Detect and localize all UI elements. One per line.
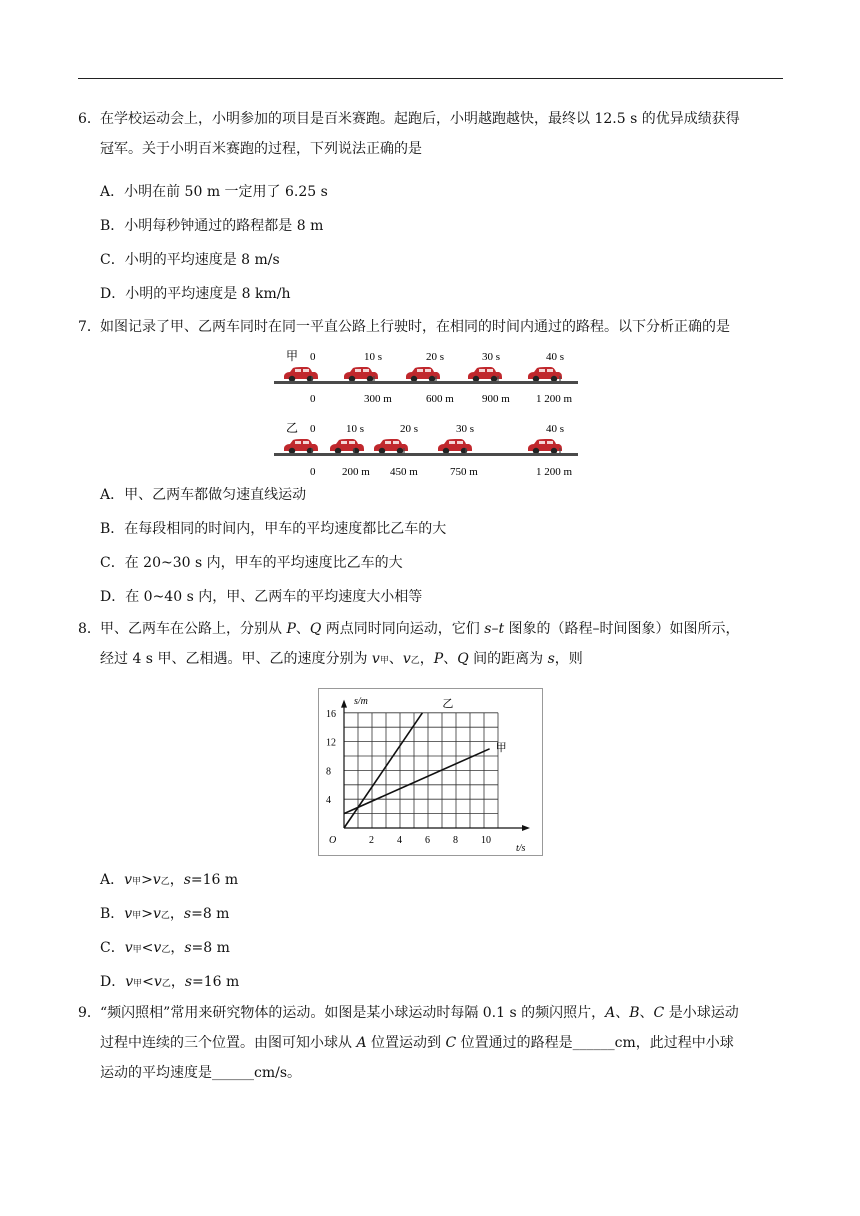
road-b [274, 453, 578, 456]
q7-option-c[interactable]: C．在 20~30 s 内，甲车的平均速度比乙车的大 [100, 555, 403, 571]
q7-number: 7． [78, 319, 101, 335]
a-time-4: 40 s [546, 351, 565, 363]
q8-opt-a-sub2: 乙 [160, 877, 170, 887]
car-road-figure [270, 344, 590, 484]
y-tick-label: 12 [326, 737, 336, 749]
b-time-2: 20 s [400, 423, 419, 435]
question-9 [78, 998, 788, 1088]
question-7 [78, 312, 788, 342]
q8-opt-b-letter: B． [100, 906, 125, 922]
q9-line2-a: 过程中连续的三个位置。由图可知小球从 [100, 1035, 357, 1051]
q8-line1-c: 图象的（路程–时间图象）如图所示， [504, 621, 740, 637]
q8-sep2: 、 [388, 651, 403, 667]
q8-option-d[interactable] [100, 972, 239, 994]
series-b-label: 乙 [442, 697, 454, 710]
b-time-1: 10 s [346, 423, 365, 435]
q8-opt-a-val: =16 m [190, 872, 239, 888]
q6-option-c[interactable]: C．小明的平均速度是 8 m/s [100, 252, 280, 268]
q9-pos-a2: A [356, 1035, 367, 1051]
q6-line2: 冠军。关于小明百米赛跑的过程，下列说法正确的是 [100, 141, 422, 157]
q8-opt-b-sub1: 甲 [132, 911, 142, 921]
q8-line2-d: ，则 [554, 651, 583, 667]
q9-line3: 运动的平均速度是______cm/s。 [100, 1065, 302, 1081]
q8-line2-a: 经过 4 s 甲、乙相遇。甲、乙的速度分别为 [100, 651, 372, 667]
q8-opt-a-rel: > [141, 872, 153, 888]
q8-opt-d-sub1: 甲 [133, 979, 143, 989]
q8-opt-c-sub2: 乙 [161, 945, 171, 955]
q8-opt-d-v2: v [153, 974, 162, 990]
a-time-3: 30 s [482, 351, 501, 363]
q8-opt-d-letter: D． [100, 974, 126, 990]
q8-opt-c-val: =8 m [191, 940, 230, 956]
q9-line2-b: 位置运动到 [366, 1035, 446, 1051]
q8-opt-a-sub1: 甲 [132, 877, 142, 887]
q8-opt-b-v2: v [152, 906, 161, 922]
x-tick-label: 4 [397, 835, 402, 846]
q8-line1-b: 两点同时同向运动，它们 [321, 621, 485, 637]
q8-option-b[interactable] [100, 904, 229, 926]
q6-number: 6． [78, 111, 101, 127]
q6-line1: 在学校运动会上，小明参加的项目是百米赛跑。起跑后，小明越跑越快，最终以 12.5 s 的优异成绩获得 [100, 111, 740, 127]
a-dist-2: 600 m [426, 393, 454, 405]
q8-opt-c-sub1: 甲 [132, 945, 142, 955]
x-tick-label: 8 [453, 835, 458, 846]
q8-sep: 、 [295, 621, 310, 637]
b-dist-1: 200 m [342, 466, 370, 478]
car-a-2 [406, 367, 440, 382]
b-dist-0: 0 [310, 466, 316, 478]
q8-option-c[interactable] [100, 938, 230, 960]
q8-point-p: P [286, 621, 296, 637]
b-dist-2: 450 m [390, 466, 418, 478]
q8-v-a: v [371, 651, 380, 667]
q9-pos-a: A [605, 1005, 616, 1021]
a-dist-1: 300 m [364, 393, 392, 405]
a-time-2: 20 s [426, 351, 445, 363]
q8-opt-b-v1: v [124, 906, 133, 922]
y-tick-label: 4 [326, 795, 331, 807]
car-a-1 [344, 367, 378, 382]
q8-sub-b: 乙 [410, 656, 420, 666]
question-6 [78, 104, 788, 164]
q8-opt-c-letter: C． [100, 940, 125, 956]
q9-pos-c: C [653, 1005, 665, 1021]
q6-option-d[interactable]: D．小明的平均速度是 8 km/h [100, 286, 291, 302]
y-axis-label: s/m [354, 696, 368, 707]
q9-line1-a: “频闪照相”常用来研究物体的运动。如图是某小球运动时每隔 0.1 s 的频闪照片， [100, 1005, 606, 1021]
q8-number: 8． [78, 621, 101, 637]
origin-label: O [329, 835, 337, 846]
q8-opt-d-v1: v [125, 974, 134, 990]
q8-st: s–t [484, 621, 505, 637]
q7-line1: 如图记录了甲、乙两车同时在同一平直公路上行驶时，在相同的时间内通过的路程。以下分析正确的是 [100, 319, 730, 335]
q8-opt-a-v1: v [124, 872, 133, 888]
question-8 [78, 614, 788, 676]
q8-opt-d-rel: < [142, 974, 154, 990]
car-b-2 [374, 439, 408, 454]
a-dist-0: 0 [310, 393, 316, 405]
q8-opt-a-letter: A． [100, 872, 125, 888]
b-dist-3: 750 m [450, 466, 478, 478]
x-tick-label: 2 [369, 835, 374, 846]
q8-opt-c-rel: < [141, 940, 154, 956]
q9-pos-c2: C [445, 1035, 457, 1051]
series-a-label: 甲 [495, 741, 507, 754]
car-a-3 [468, 367, 502, 382]
q8-opt-b-s: s [183, 906, 192, 922]
b-time-4: 40 s [546, 423, 565, 435]
a-dist-3: 900 m [482, 393, 510, 405]
q8-opt-d-sub2: 乙 [161, 979, 171, 989]
x-tick-label: 6 [425, 835, 430, 846]
q8-opt-b-comma: ， [169, 906, 184, 922]
st-graph [318, 688, 543, 856]
q8-opt-b-val: =8 m [191, 906, 230, 922]
q9-number: 9． [78, 1005, 101, 1021]
car-b-1 [330, 439, 364, 454]
q8-option-a[interactable] [100, 870, 238, 892]
a-time-0: 0 [310, 351, 316, 363]
q9-line2 [78, 1028, 788, 1058]
q8-point-p2: P [433, 651, 444, 667]
road-a [274, 381, 578, 384]
q8-sep3: 、 [443, 651, 458, 667]
car-b-0 [284, 439, 318, 454]
q8-opt-b-sub2: 乙 [160, 911, 170, 921]
x-tick-label: 10 [481, 835, 491, 846]
car-a-0 [284, 367, 318, 382]
q6-option-b[interactable]: B．小明每秒钟通过的路程都是 8 m [100, 218, 324, 234]
a-time-1: 10 s [364, 351, 383, 363]
car-b-3 [438, 439, 472, 454]
q8-opt-d-val: =16 m [192, 974, 240, 990]
q7-option-d[interactable]: D．在 0~40 s 内，甲、乙两车的平均速度大小相等 [100, 589, 423, 605]
q8-sub-a: 甲 [379, 656, 389, 666]
q8-opt-b-rel: > [141, 906, 153, 922]
car-a-4 [528, 367, 562, 382]
q8-line2-c: 间的距离为 [468, 651, 548, 667]
q8-opt-c-v2: v [153, 940, 162, 956]
q8-opt-a-comma: ， [169, 872, 184, 888]
q8-line1-a: 甲、乙两车在公路上，分别从 [100, 621, 287, 637]
q8-comma: ， [419, 651, 434, 667]
q6-option-a[interactable]: A．小明在前 50 m 一定用了 6.25 s [100, 184, 328, 200]
q8-opt-a-s: s [183, 872, 191, 888]
q8-v-b: v [402, 651, 411, 667]
b-dist-4: 1 200 m [536, 466, 573, 478]
q9-sep2: 、 [639, 1005, 654, 1021]
header-rule [78, 78, 783, 79]
q8-opt-c-v1: v [124, 940, 133, 956]
b-time-0: 0 [310, 423, 316, 435]
car-b-label: 乙 [286, 421, 299, 435]
a-dist-4: 1 200 m [536, 393, 573, 405]
car-a-label: 甲 [286, 349, 299, 363]
q9-sep1: 、 [615, 1005, 630, 1021]
q8-opt-a-v2: v [152, 872, 161, 888]
car-b-4 [528, 439, 562, 454]
x-axis-label: t/s [516, 843, 526, 854]
b-time-3: 30 s [456, 423, 475, 435]
q9-line1-d: 是小球运动 [664, 1005, 739, 1021]
y-tick-label: 16 [326, 708, 336, 720]
q9-line2-c: 位置通过的路程是______cm，此过程中小球 [456, 1035, 734, 1051]
q8-opt-d-comma: ， [170, 974, 185, 990]
q8-s: s [547, 651, 555, 667]
q8-opt-c-comma: ， [170, 940, 185, 956]
q8-opt-c-s: s [184, 940, 192, 956]
q8-point-q2: Q [457, 651, 469, 667]
q8-opt-d-s: s [184, 974, 193, 990]
q8-line2 [78, 644, 788, 676]
y-tick-label: 8 [326, 766, 331, 778]
q7-option-a[interactable]: A．甲、乙两车都做匀速直线运动 [100, 487, 307, 503]
q6-stem [78, 104, 788, 164]
q9-pos-b: B [629, 1005, 640, 1021]
q7-option-b[interactable]: B．在每段相同的时间内，甲车的平均速度都比乙车的大 [100, 521, 447, 537]
q8-point-q: Q [309, 621, 322, 637]
